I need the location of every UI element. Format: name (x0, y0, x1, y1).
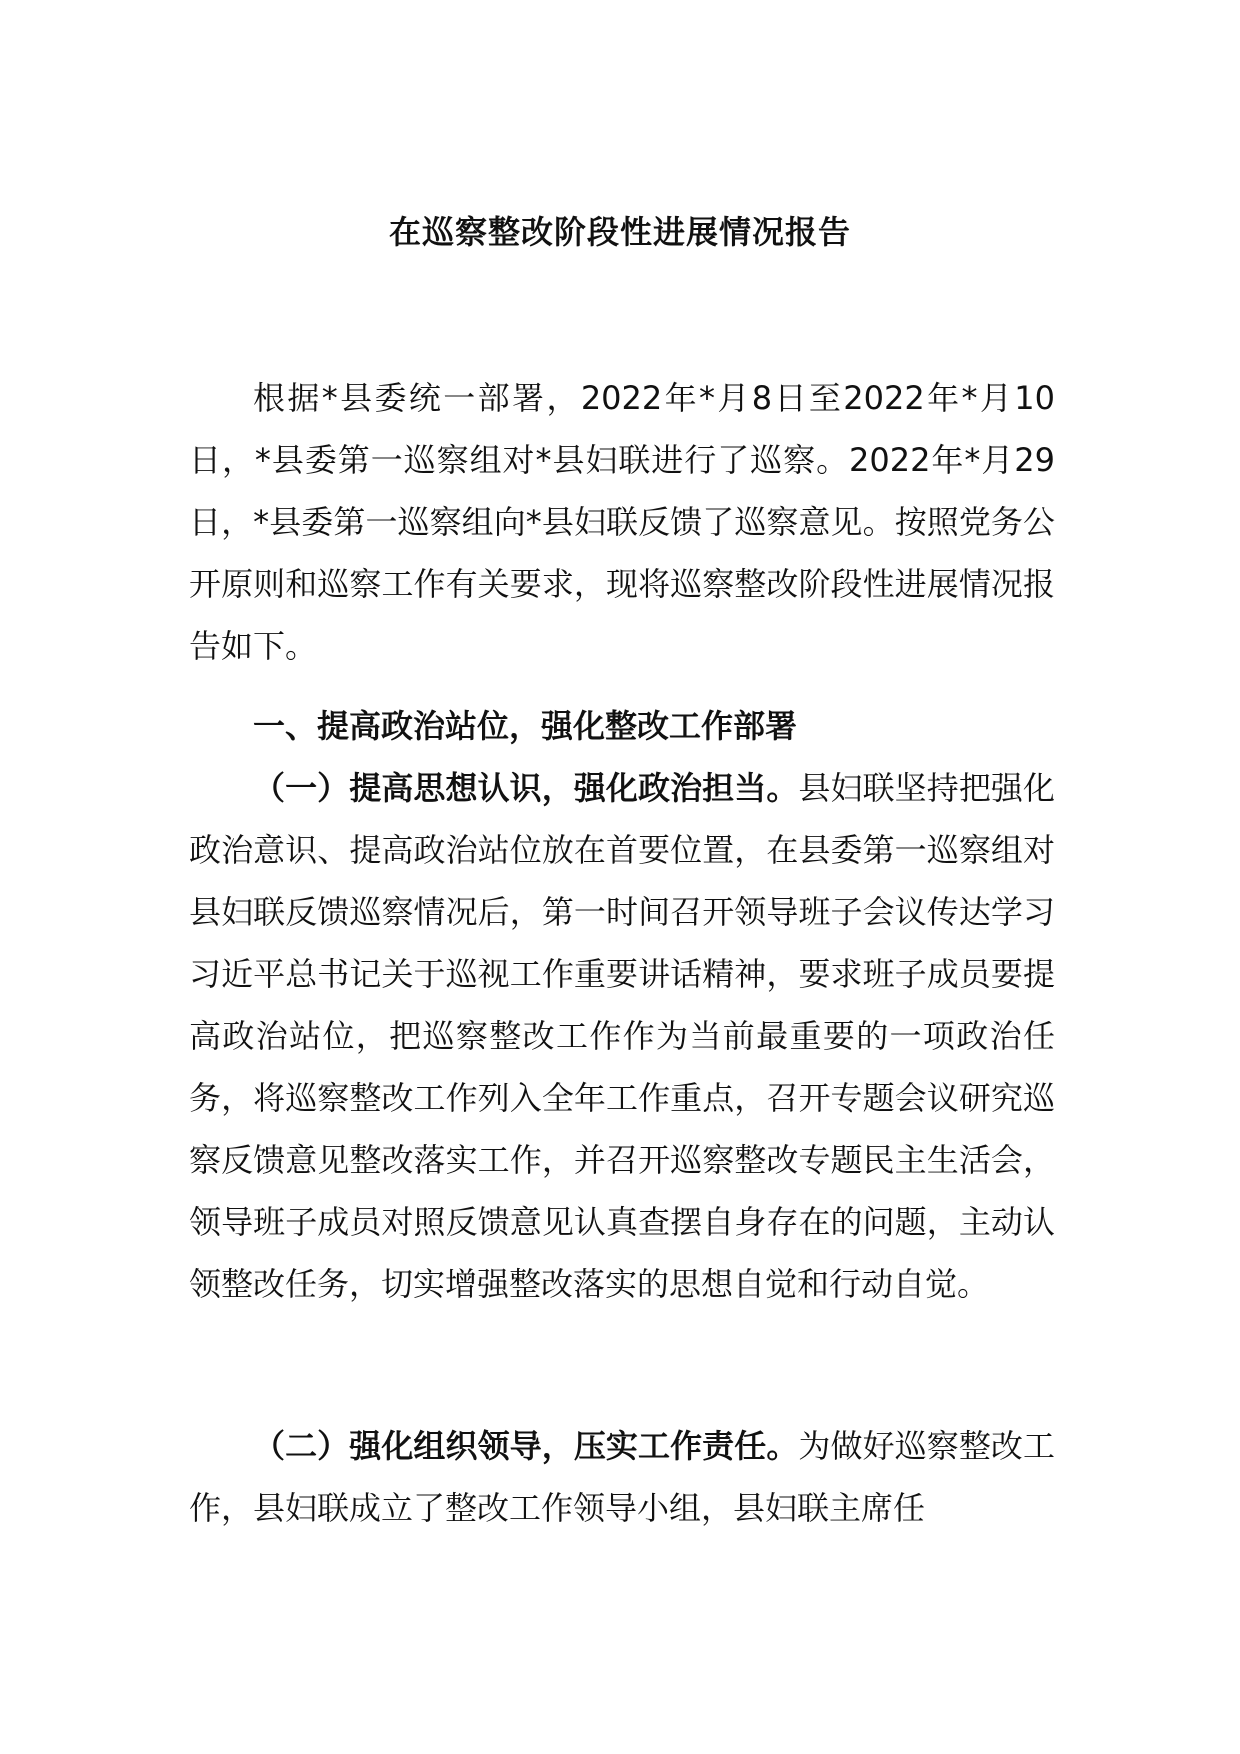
item-2-paragraph (189, 1415, 1055, 1539)
item-1-lead: （一）提高思想认识，强化政治担当。 (253, 769, 799, 807)
item-2-block (189, 1415, 1055, 1539)
document-title: 在巡察整改阶段性进展情况报告 (388, 213, 851, 251)
intro-block (189, 367, 1055, 677)
item-2-text: 为做好巡察整改工作，县妇联成立了整改工作领导小组，县妇联主席任 (189, 1427, 1055, 1527)
item-2-lead: （二）强化组织领导，压实工作责任。 (253, 1427, 799, 1465)
item-1-text: 县妇联坚持把强化政治意识、提高政治站位放在首要位置，在县委第一巡察组对县妇联反馈巡察情况后，第一时间召开领导班子会议传达学习习近平总书记关于巡视工作重要讲话精神，要求班子成员要提高政治站位，把巡察整改工作作为当前最重要的一项政治任务，将巡察整改工作列入全年工作重点，召开专题会议研究巡察反馈意见整改落实工作，并召开巡察整改专题民主生活会，领导班子成员对照反馈意见认真查摆自身存在的问题，主动认领整改任务，切实增强整改落实的思想自觉和行动自觉。 (189, 769, 1055, 1303)
item-1-paragraph (189, 757, 1055, 1315)
section-1-block (189, 695, 1055, 757)
section-1-heading: 一、提高政治站位，强化整改工作部署 (253, 707, 798, 745)
item-1-block (189, 757, 1055, 1315)
intro-paragraph: 根据*县委统一部署，2022年*月8日至2022年*月10日，*县委第一巡察组对*县妇联进行了巡察。2022年*月29日，*县委第一巡察组向*县妇联反馈了巡察意见。按照党务公开原则和巡察工作有关要求，现将巡察整改阶段性进展情况报告如下。 (189, 379, 1055, 665)
